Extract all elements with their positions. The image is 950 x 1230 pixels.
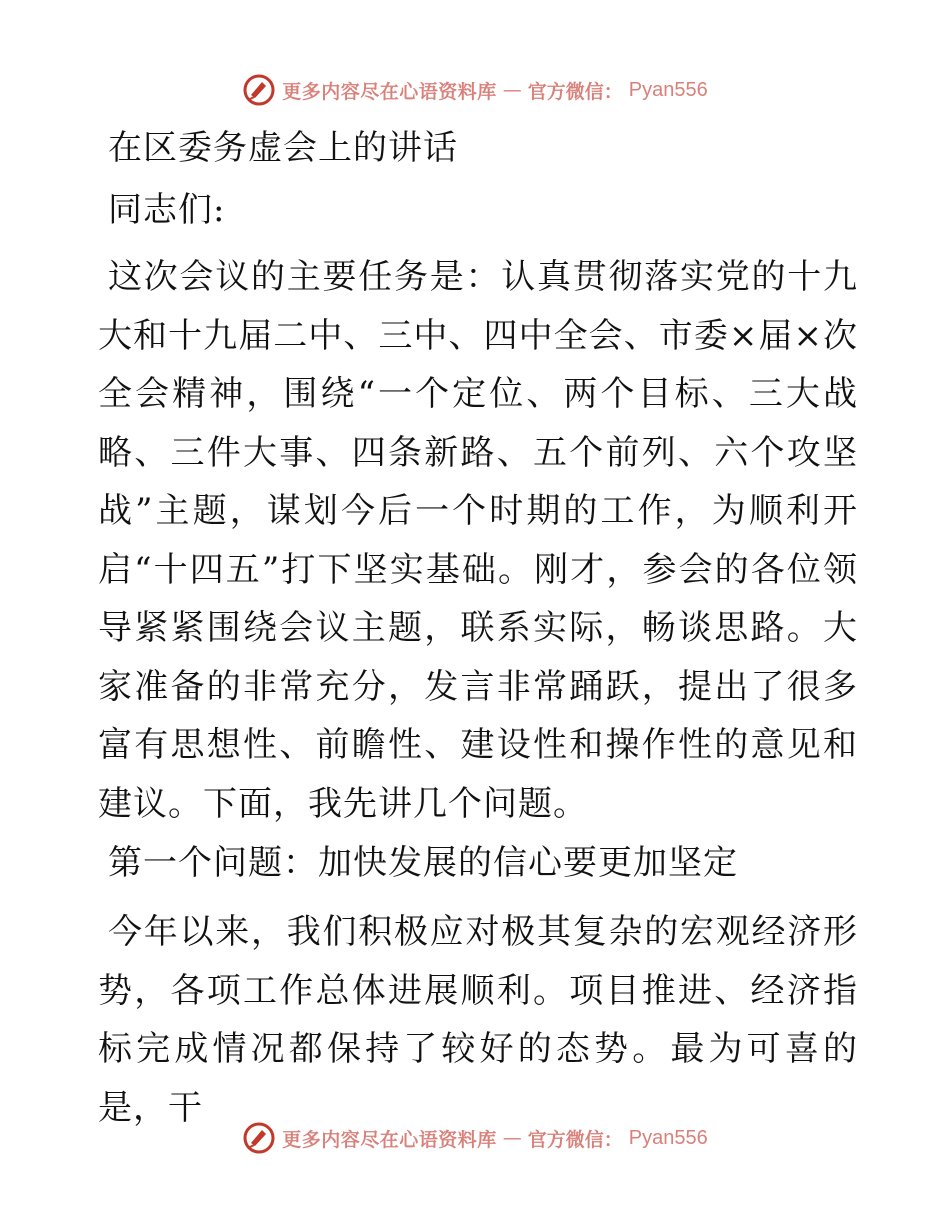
footer-banner bbox=[0, 1118, 950, 1158]
pen-circle-logo-icon bbox=[242, 1121, 276, 1155]
section-heading-1: 第一个问题：加快发展的信心要更加坚定 bbox=[108, 843, 738, 883]
banner-main-text: 更多内容尽在心语资料库 bbox=[282, 80, 497, 103]
banner-wechat-label: 官方微信： bbox=[527, 1128, 623, 1151]
banner-wechat-id: Pyan556 bbox=[628, 1126, 708, 1149]
banner-dash: — bbox=[502, 1127, 522, 1149]
greeting: 同志们: bbox=[108, 190, 226, 230]
header-banner bbox=[0, 70, 950, 110]
banner-main-text: 更多内容尽在心语资料库 bbox=[282, 1128, 497, 1151]
document-title: 在区委务虚会上的讲话 bbox=[108, 128, 458, 168]
pen-circle-logo-icon bbox=[242, 73, 276, 107]
paragraph-1: 这次会议的主要任务是：认真贯彻落实党的十九大和十九届二中、三中、四中全会、市委×届×次全会精神，围绕“一个定位、两个目标、三大战略、三件大事、四条新路、五个前列、六个攻坚战”主题，谋划今后一个时期的工作，为顺利开启“十四五”打下坚实基础。刚才，参会的各位领导紧紧围绕会议主题，联系实际，畅谈思路。大家准备的非常充分，发言非常踊跃，提出了很多富有思想性、前瞻性、建设性和操作性的意见和建议。下面，我先讲几个问题。 bbox=[98, 257, 858, 824]
document-body bbox=[98, 126, 858, 1145]
banner-wechat-id: Pyan556 bbox=[628, 78, 708, 101]
banner-wechat-label: 官方微信： bbox=[527, 80, 623, 103]
banner-dash: — bbox=[502, 79, 522, 101]
paragraph-2: 今年以来，我们积极应对极其复杂的宏观经济形势，各项工作总体进展顺利。项目推进、经济指标完成情况都保持了较好的态势。最为可喜的是，干 bbox=[98, 912, 858, 1128]
